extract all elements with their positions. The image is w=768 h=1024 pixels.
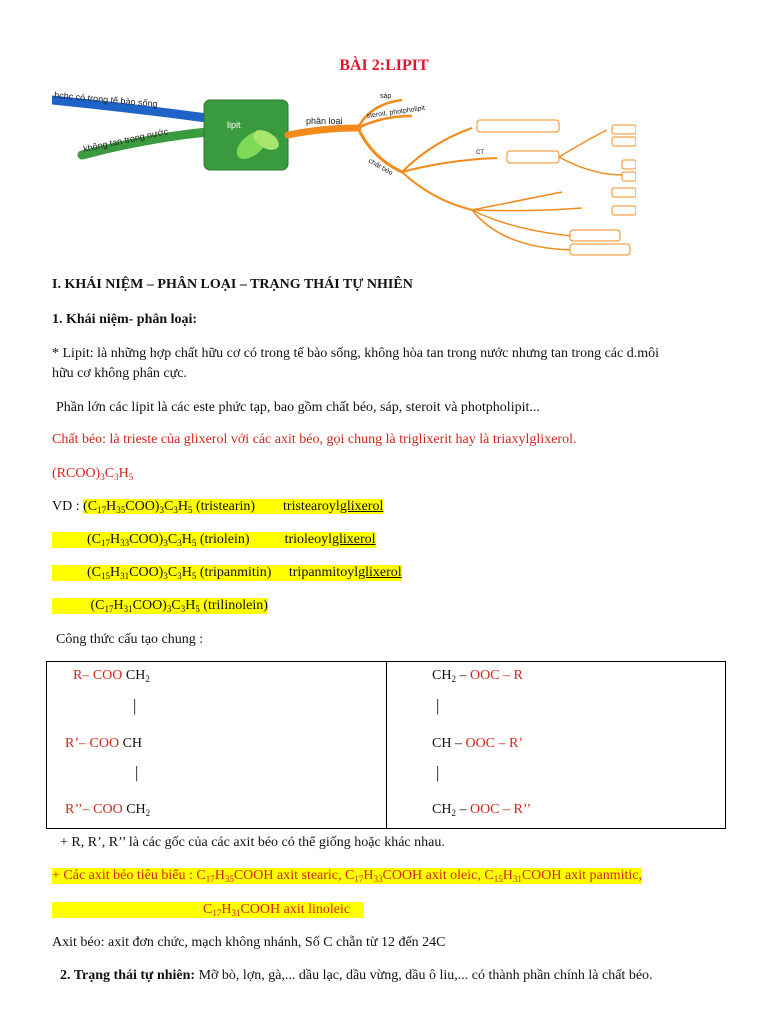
mm-label-ct: CT bbox=[476, 150, 484, 156]
state-text: Mỡ bò, lợn, gà,... dầu lạc, dầu vừng, dầu ô liu,... có thành phần chính là chất béo. bbox=[195, 968, 653, 983]
right-bar2: | bbox=[436, 763, 440, 782]
typical-acids-line2: $C_{17}H_{31}COOH$ axit linoleic bbox=[52, 902, 364, 918]
page-title: BÀI 2:LIPIT bbox=[339, 57, 429, 74]
lipit-def-line1: * Lipit: là những hợp chất hữu cơ có trong tế bào sống, không hòa tan trong nước nhưng tan trong các d.môi bbox=[52, 346, 659, 361]
right-bar1: | bbox=[436, 696, 440, 715]
left-bar2: | bbox=[135, 763, 139, 782]
mm-center-label: lipit bbox=[227, 120, 241, 130]
mm-label-sap: sáp bbox=[380, 93, 392, 100]
mm-label-chatbeo: chất béo bbox=[367, 157, 394, 178]
general-formula: $(RCOO)_3C_3H_5$ bbox=[52, 466, 134, 482]
right-row2: CH – OOC – R’ bbox=[432, 736, 524, 751]
left-bar1: | bbox=[133, 696, 137, 715]
sub1-heading: 1. Khái niệm- phân loại: bbox=[52, 312, 198, 327]
mm-label-right: phân loại bbox=[306, 116, 343, 126]
mm-label-left-top: hchc có trong tế bào sống bbox=[53, 90, 158, 110]
right-row1: $CH_2$ – OOC – R bbox=[432, 668, 523, 684]
example-trilinolein: $(C_{17}H_{31}COO)_3C_3H_5$ (trilinolein) bbox=[52, 598, 268, 614]
right-row3: $CH_2$ – OOC – R’’ bbox=[432, 802, 532, 818]
mm-branch-right bbox=[288, 128, 358, 135]
note-r: + R, R’, R’’ là các gốc của các axit béo có thể giống hoặc khác nhau. bbox=[60, 835, 445, 850]
left-row2: R’– COO CH bbox=[65, 736, 143, 751]
mm-label-left-bottom: không tan trong nước bbox=[82, 126, 170, 154]
mm-label-steroit: steroit, photpholipit bbox=[366, 104, 426, 120]
state-heading: 2. Trạng thái tự nhiên: bbox=[60, 968, 196, 983]
chatbeo-def: Chất béo: là trieste của glixerol với các axit béo, gọi chung là triglixerit hay là triaxylglixerol. bbox=[52, 432, 577, 447]
mm-center-box bbox=[204, 100, 288, 170]
section1-heading: I. KHÁI NIỆM – PHÂN LOẠI – TRẠNG THÁI TỰ NHIÊN bbox=[52, 277, 413, 292]
structure-label: Công thức cấu tạo chung : bbox=[56, 632, 204, 647]
typical-acids-line1: + Các axit béo tiêu biểu : $C_{17}H_{35}COOH$ axit stearic, $C_{17}H_{33}COOH$ axit oleic, $C_{15}H_{31}COOH$ axit panmitic, bbox=[52, 868, 642, 884]
example-triolein: $(C_{17}H_{33}COO)_3C_3H_5$ (triolein) trioleoylglixerol bbox=[52, 532, 376, 548]
lipit-def-line2: hữu cơ không phân cực. bbox=[52, 366, 187, 381]
left-row1: R– COO $CH_2$ bbox=[73, 668, 150, 684]
left-row3: R’’– COO $CH_2$ bbox=[65, 802, 151, 818]
esters-line: Phần lớn các lipit là các este phức tạp, bao gồm chất béo, sáp, steroit và photpholipit... bbox=[56, 400, 540, 415]
table-divider bbox=[386, 662, 387, 828]
example-tripanmitin: $(C_{15}H_{31}COO)_3C_3H_5$ (tripanmitin) tripanmitoylglixerol bbox=[52, 565, 402, 581]
example-tristearin: VD : $(C_{17}H_{35}COO)_3C_3H_5$ (tristearin) tristearoylglixerol bbox=[52, 499, 384, 515]
axit-beo-line: Axit béo: axit đơn chức, mạch không nhánh, Số C chẵn từ 12 đến 24C bbox=[52, 935, 446, 950]
mindmap-diagram bbox=[52, 80, 636, 265]
state-line bbox=[60, 968, 653, 984]
structure-table bbox=[46, 661, 726, 829]
